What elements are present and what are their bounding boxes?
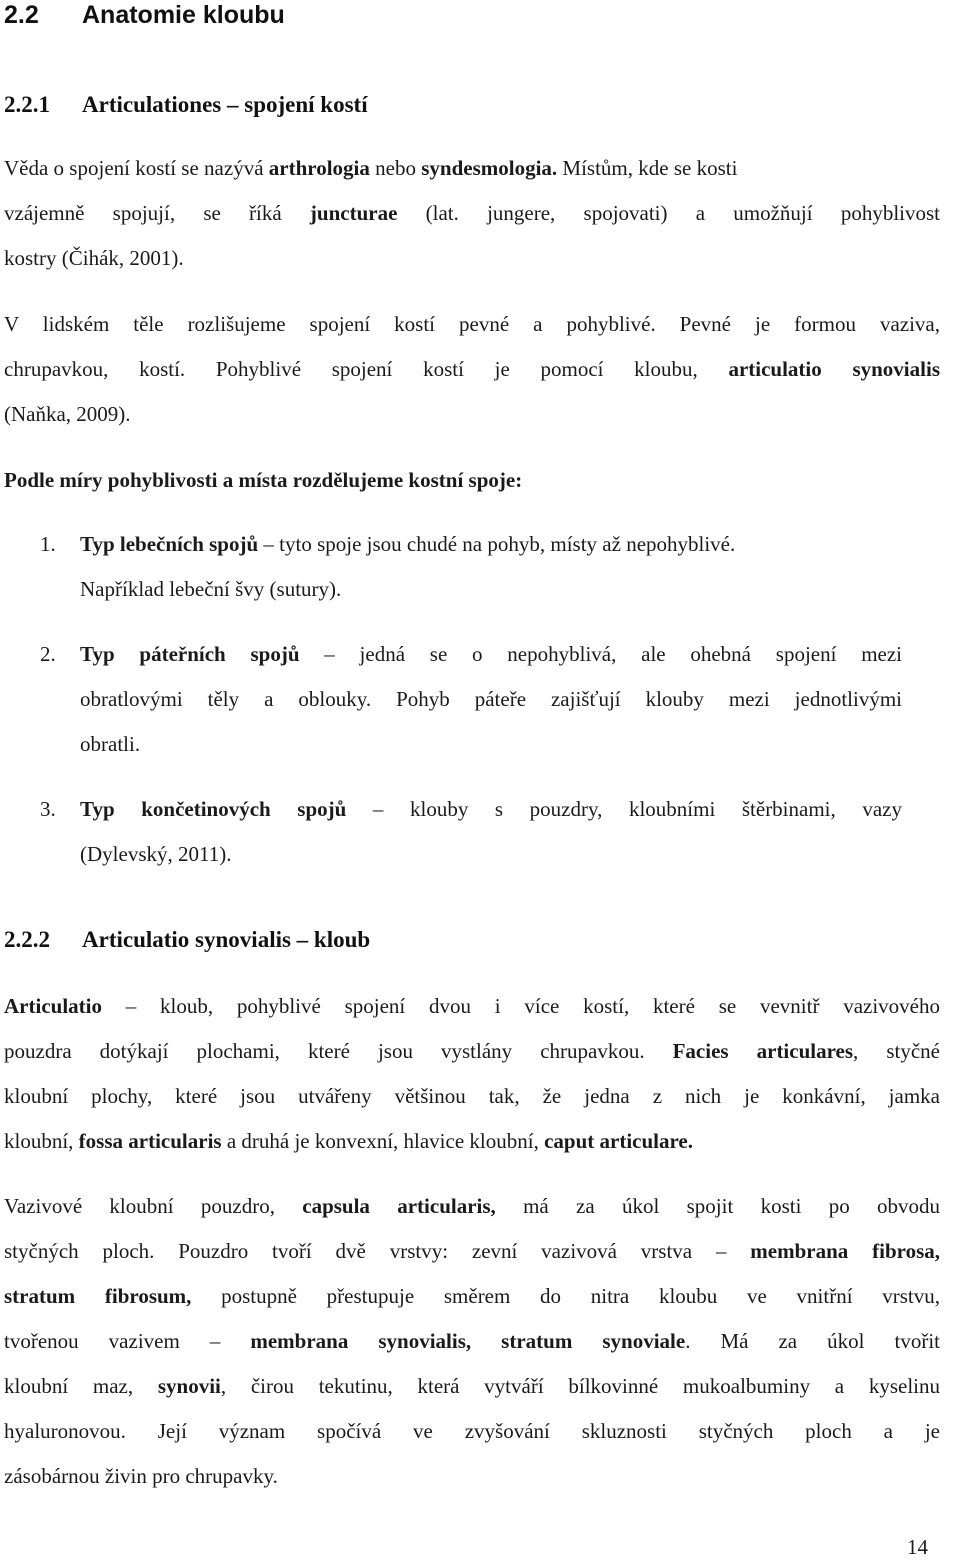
term-capsula-articularis: capsula articularis, <box>302 1194 496 1218</box>
paragraph-5-line-2 <box>4 1229 940 1274</box>
text-run: nebo <box>369 156 422 180</box>
paragraph-2 <box>4 302 940 437</box>
text-run: postupně přestupuje směrem do nitra kloubu ve vnitřní vrstvu, <box>191 1284 940 1308</box>
term-articulatio: Articulatio <box>4 994 102 1018</box>
list-item-1-line-1 <box>80 522 902 567</box>
paragraph-5-line-5 <box>4 1364 940 1409</box>
list-marker-3: 3. <box>40 797 56 821</box>
list-marker-2: 2. <box>40 642 56 666</box>
paragraph-1-line-2 <box>4 191 940 236</box>
term-syndesmologia: syndesmologia. <box>421 156 558 180</box>
page-number: 14 <box>907 1535 928 1559</box>
paragraph-2-line-1: V lidském těle rozlišujeme spojení kostí pevné a pohyblivé. Pevné je formou vaziva, <box>4 312 940 336</box>
text-run: a druhá je konvexní, hlavice kloubní, <box>221 1129 545 1153</box>
paragraph-3 <box>4 458 940 503</box>
list-intro-text: Podle míry pohyblivosti a místa rozdělujeme kostní spoje: <box>4 468 523 492</box>
subsection-heading-1 <box>4 90 368 120</box>
list-item-3-line-1 <box>80 787 902 832</box>
term-facies-articulares: Facies articulares <box>672 1039 854 1063</box>
subsection-title-1: Articulationes – spojení kostí <box>82 92 368 117</box>
paragraph-4-line-3: kloubní plochy, které jsou utvářeny většinou tak, že jedna z nich je konkávní, jamka <box>4 1084 940 1108</box>
paragraph-4-line-2 <box>4 1029 940 1074</box>
text-run: kloubní, <box>4 1129 79 1153</box>
text-run: (lat. jungere, spojovati) a umožňují pohyblivost <box>397 201 940 225</box>
paragraph-5 <box>4 1184 940 1499</box>
paragraph-4-line-4 <box>4 1119 940 1164</box>
text-run: tvořenou vazivem – <box>4 1329 251 1353</box>
subsection-number-2: 2.2.2 <box>4 927 50 952</box>
list-item-1-term: Typ lebečních spojů <box>80 532 259 556</box>
paragraph-2-line-2 <box>4 347 940 392</box>
section-title: Anatomie kloubu <box>82 1 285 29</box>
list-item-1 <box>40 522 902 612</box>
term-arthrologia: arthrologia <box>268 156 370 180</box>
text-run: kloubní maz, <box>4 1374 158 1398</box>
paragraph-5-line-6: hyaluronovou. Její význam spočívá ve zvyšování skluznosti styčných ploch a je <box>4 1419 940 1443</box>
text-run: . Má za úkol tvořit <box>685 1329 940 1353</box>
paragraph-4-line-1 <box>4 984 940 1029</box>
paragraph-4 <box>4 984 940 1164</box>
text-run: – kloub, pohyblivé spojení dvou i více kostí, které se vevnitř vazivového <box>101 994 940 1018</box>
term-caput-articulare: caput articulare. <box>544 1129 693 1153</box>
list-item-2-line-3: obratli. <box>80 732 141 756</box>
text-run: – tyto spoje jsou chudé na pohyb, místy až nepohyblivé. <box>258 532 736 556</box>
text-run: vzájemně spojují, se říká <box>4 201 310 225</box>
text-run: – klouby s pouzdry, kloubními štěrbinami, vazy <box>346 797 902 821</box>
paragraph-1-line-1 <box>4 146 940 191</box>
list-item-3-term: Typ končetinových spojů <box>80 797 347 821</box>
term-membrana-fibrosa: membrana fibrosa, <box>750 1239 940 1263</box>
text-run: chrupavkou, kostí. Pohyblivé spojení kostí je pomocí kloubu, <box>4 357 729 381</box>
term-articulatio-synovialis: articulatio synovialis <box>728 357 940 381</box>
subsection-number-1: 2.2.1 <box>4 92 50 117</box>
text-run: Místům, kde se kosti <box>557 156 738 180</box>
paragraph-5-line-4 <box>4 1319 940 1364</box>
section-heading <box>4 0 285 30</box>
list-item-2 <box>40 632 902 767</box>
paragraph-5-line-3 <box>4 1274 940 1319</box>
list-item-3 <box>40 787 902 877</box>
text-run: Věda o spojení kostí se nazývá <box>4 156 269 180</box>
list-item-2-line-1 <box>80 632 902 677</box>
paragraph-1 <box>4 146 940 281</box>
list-marker-1: 1. <box>40 532 56 556</box>
term-synovii: synovii <box>157 1374 221 1398</box>
subsection-heading-2 <box>4 925 370 955</box>
section-number: 2.2 <box>4 1 39 29</box>
text-run: , styčné <box>853 1039 940 1063</box>
list-item-3-line-2: (Dylevský, 2011). <box>80 842 232 866</box>
list-item-2-line-2: obratlovými těly a oblouky. Pohyb páteře zajišťují klouby mezi jednotlivými <box>80 687 902 711</box>
term-stratum-fibrosum: stratum fibrosum, <box>4 1284 192 1308</box>
text-run: – jedná se o nepohyblivá, ale ohebná spojení mezi <box>299 642 903 666</box>
term-fossa-articularis: fossa articularis <box>78 1129 222 1153</box>
list-item-1-line-2: Například lebeční švy (sutury). <box>80 577 342 601</box>
subsection-title-2: Articulatio synovialis – kloub <box>82 927 371 952</box>
paragraph-5-line-1 <box>4 1184 940 1229</box>
list-item-2-term: Typ páteřních spojů <box>80 642 300 666</box>
text-run: , čirou tekutinu, která vytváří bílkovinné mukoalbuminy a kyselinu <box>220 1374 941 1398</box>
paragraph-1-line-3: kostry (Čihák, 2001). <box>4 246 184 270</box>
term-membrana-synovialis: membrana synovialis, stratum synoviale <box>250 1329 686 1353</box>
text-run: má za úkol spojit kosti po obvodu <box>495 1194 940 1218</box>
paragraph-5-line-7: zásobárnou živin pro chrupavky. <box>4 1464 278 1488</box>
term-juncturae: juncturae <box>309 201 398 225</box>
text-run: styčných ploch. Pouzdro tvoří dvě vrstvy: zevní vazivová vrstva – <box>4 1239 751 1263</box>
text-run: pouzdra dotýkají plochami, které jsou vystlány chrupavkou. <box>4 1039 673 1063</box>
text-run: Vazivové kloubní pouzdro, <box>4 1194 303 1218</box>
paragraph-2-line-3: (Naňka, 2009). <box>4 402 131 426</box>
